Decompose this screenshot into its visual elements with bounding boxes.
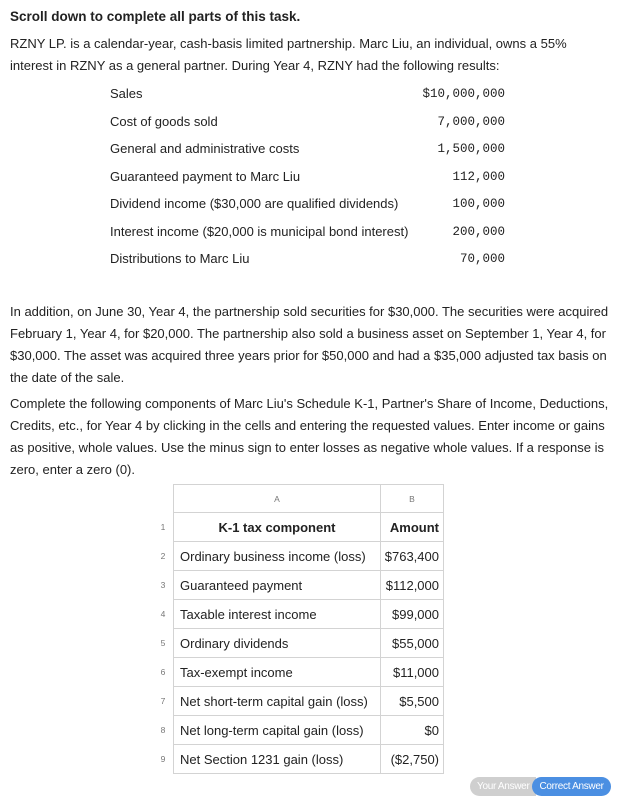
results-label: Distributions to Marc Liu [110,251,250,266]
results-amount: $10,000,000 [422,87,505,101]
row-number: 4 [160,609,166,619]
amount-cell[interactable]: $112,000 [381,571,444,600]
amount-cell[interactable]: ($2,750) [381,745,444,774]
column-header-row [153,485,444,513]
amount-cell[interactable]: $763,400 [381,542,444,571]
row-number: 5 [160,638,166,648]
results-label: Guaranteed payment to Marc Liu [110,168,301,184]
correct-answer-button[interactable]: Correct Answer [532,777,610,796]
results-amount: 200,000 [452,224,505,239]
amount-cell[interactable]: $0 [381,716,444,745]
column-header-b[interactable]: B [381,485,444,513]
amount-cell[interactable]: $99,000 [381,600,444,629]
component-cell[interactable]: Ordinary business income (loss) [174,542,381,571]
results-row [110,166,505,194]
table-row [153,542,444,571]
row-number: 1 [160,522,166,532]
row-number: 2 [160,551,166,561]
results-amount: 70,000 [459,252,505,266]
table-row [153,513,444,542]
table-row [153,629,444,658]
row-number: 6 [160,667,166,677]
row-number: 8 [160,725,166,735]
table-row [153,716,444,745]
amount-cell[interactable]: $11,000 [381,658,444,687]
column-header-a[interactable]: A [174,485,381,513]
row-number: 9 [160,754,166,764]
answer-toggle [470,777,611,796]
row-number: 3 [160,580,166,590]
results-label: Sales [110,86,143,101]
results-label: Cost of goods sold [110,113,218,129]
header-cell-component[interactable]: K-1 tax component [174,513,381,542]
results-row [110,193,505,221]
k1-spreadsheet [153,484,444,774]
component-cell[interactable]: Taxable interest income [174,600,381,629]
corner-cell [153,485,174,513]
results-row [110,138,505,166]
table-row [153,658,444,687]
results-row [110,83,505,111]
amount-cell[interactable]: $55,000 [381,629,444,658]
component-cell[interactable]: Net long-term capital gain (loss) [174,716,381,745]
results-label: Interest income ($20,000 is municipal bond interest) [110,223,409,239]
table-row [153,571,444,600]
results-row [110,111,505,139]
results-amount: 112,000 [452,169,505,184]
intro-paragraph: RZNY LP. is a calendar-year, cash-basis limited partnership. Marc Liu, an individual, owns a 55% interest in RZNY as a general partner. During Year 4, RZNY had the following results: [10,36,567,73]
instruction-heading: Scroll down to complete all parts of this task. [10,9,301,24]
table-row [153,687,444,716]
component-cell[interactable]: Net Section 1231 gain (loss) [174,745,381,774]
header-cell-amount[interactable]: Amount [381,513,444,542]
results-amount: 7,000,000 [437,114,505,129]
results-row [110,248,505,276]
instructions-paragraph: Complete the following components of Marc Liu's Schedule K-1, Partner's Share of Income, Deductions, Credits, etc., for Year 4 by clicking in the cells and entering the requested values. Enter income or gains as positive, whole values. Use the minus sign to enter losses as negative whole values. If a response is zero, enter a zero (0). [10,396,609,477]
component-cell[interactable]: Ordinary dividends [174,629,381,658]
results-label: General and administrative costs [110,141,300,156]
results-amount: 100,000 [452,197,505,211]
addition-paragraph: In addition, on June 30, Year 4, the partnership sold securities for $30,000. The securities were acquired February 1, Year 4, for $20,000. The partnership also sold a business asset on September 1, Year 4, for $30,000. The asset was acquired three years prior for $50,000 and had a $35,000 adjusted tax basis on the date of the sale. [10,304,609,385]
component-cell[interactable]: Tax-exempt income [174,658,381,687]
results-amount: 1,500,000 [437,142,505,156]
results-label: Dividend income ($30,000 are qualified dividends) [110,196,399,211]
row-number: 7 [160,696,166,706]
results-list [110,83,505,276]
component-cell[interactable]: Guaranteed payment [174,571,381,600]
table-row [153,745,444,774]
table-row [153,600,444,629]
component-cell[interactable]: Net short-term capital gain (loss) [174,687,381,716]
amount-cell[interactable]: $5,500 [381,687,444,716]
your-answer-button[interactable]: Your Answer [470,777,536,796]
results-row [110,221,505,249]
